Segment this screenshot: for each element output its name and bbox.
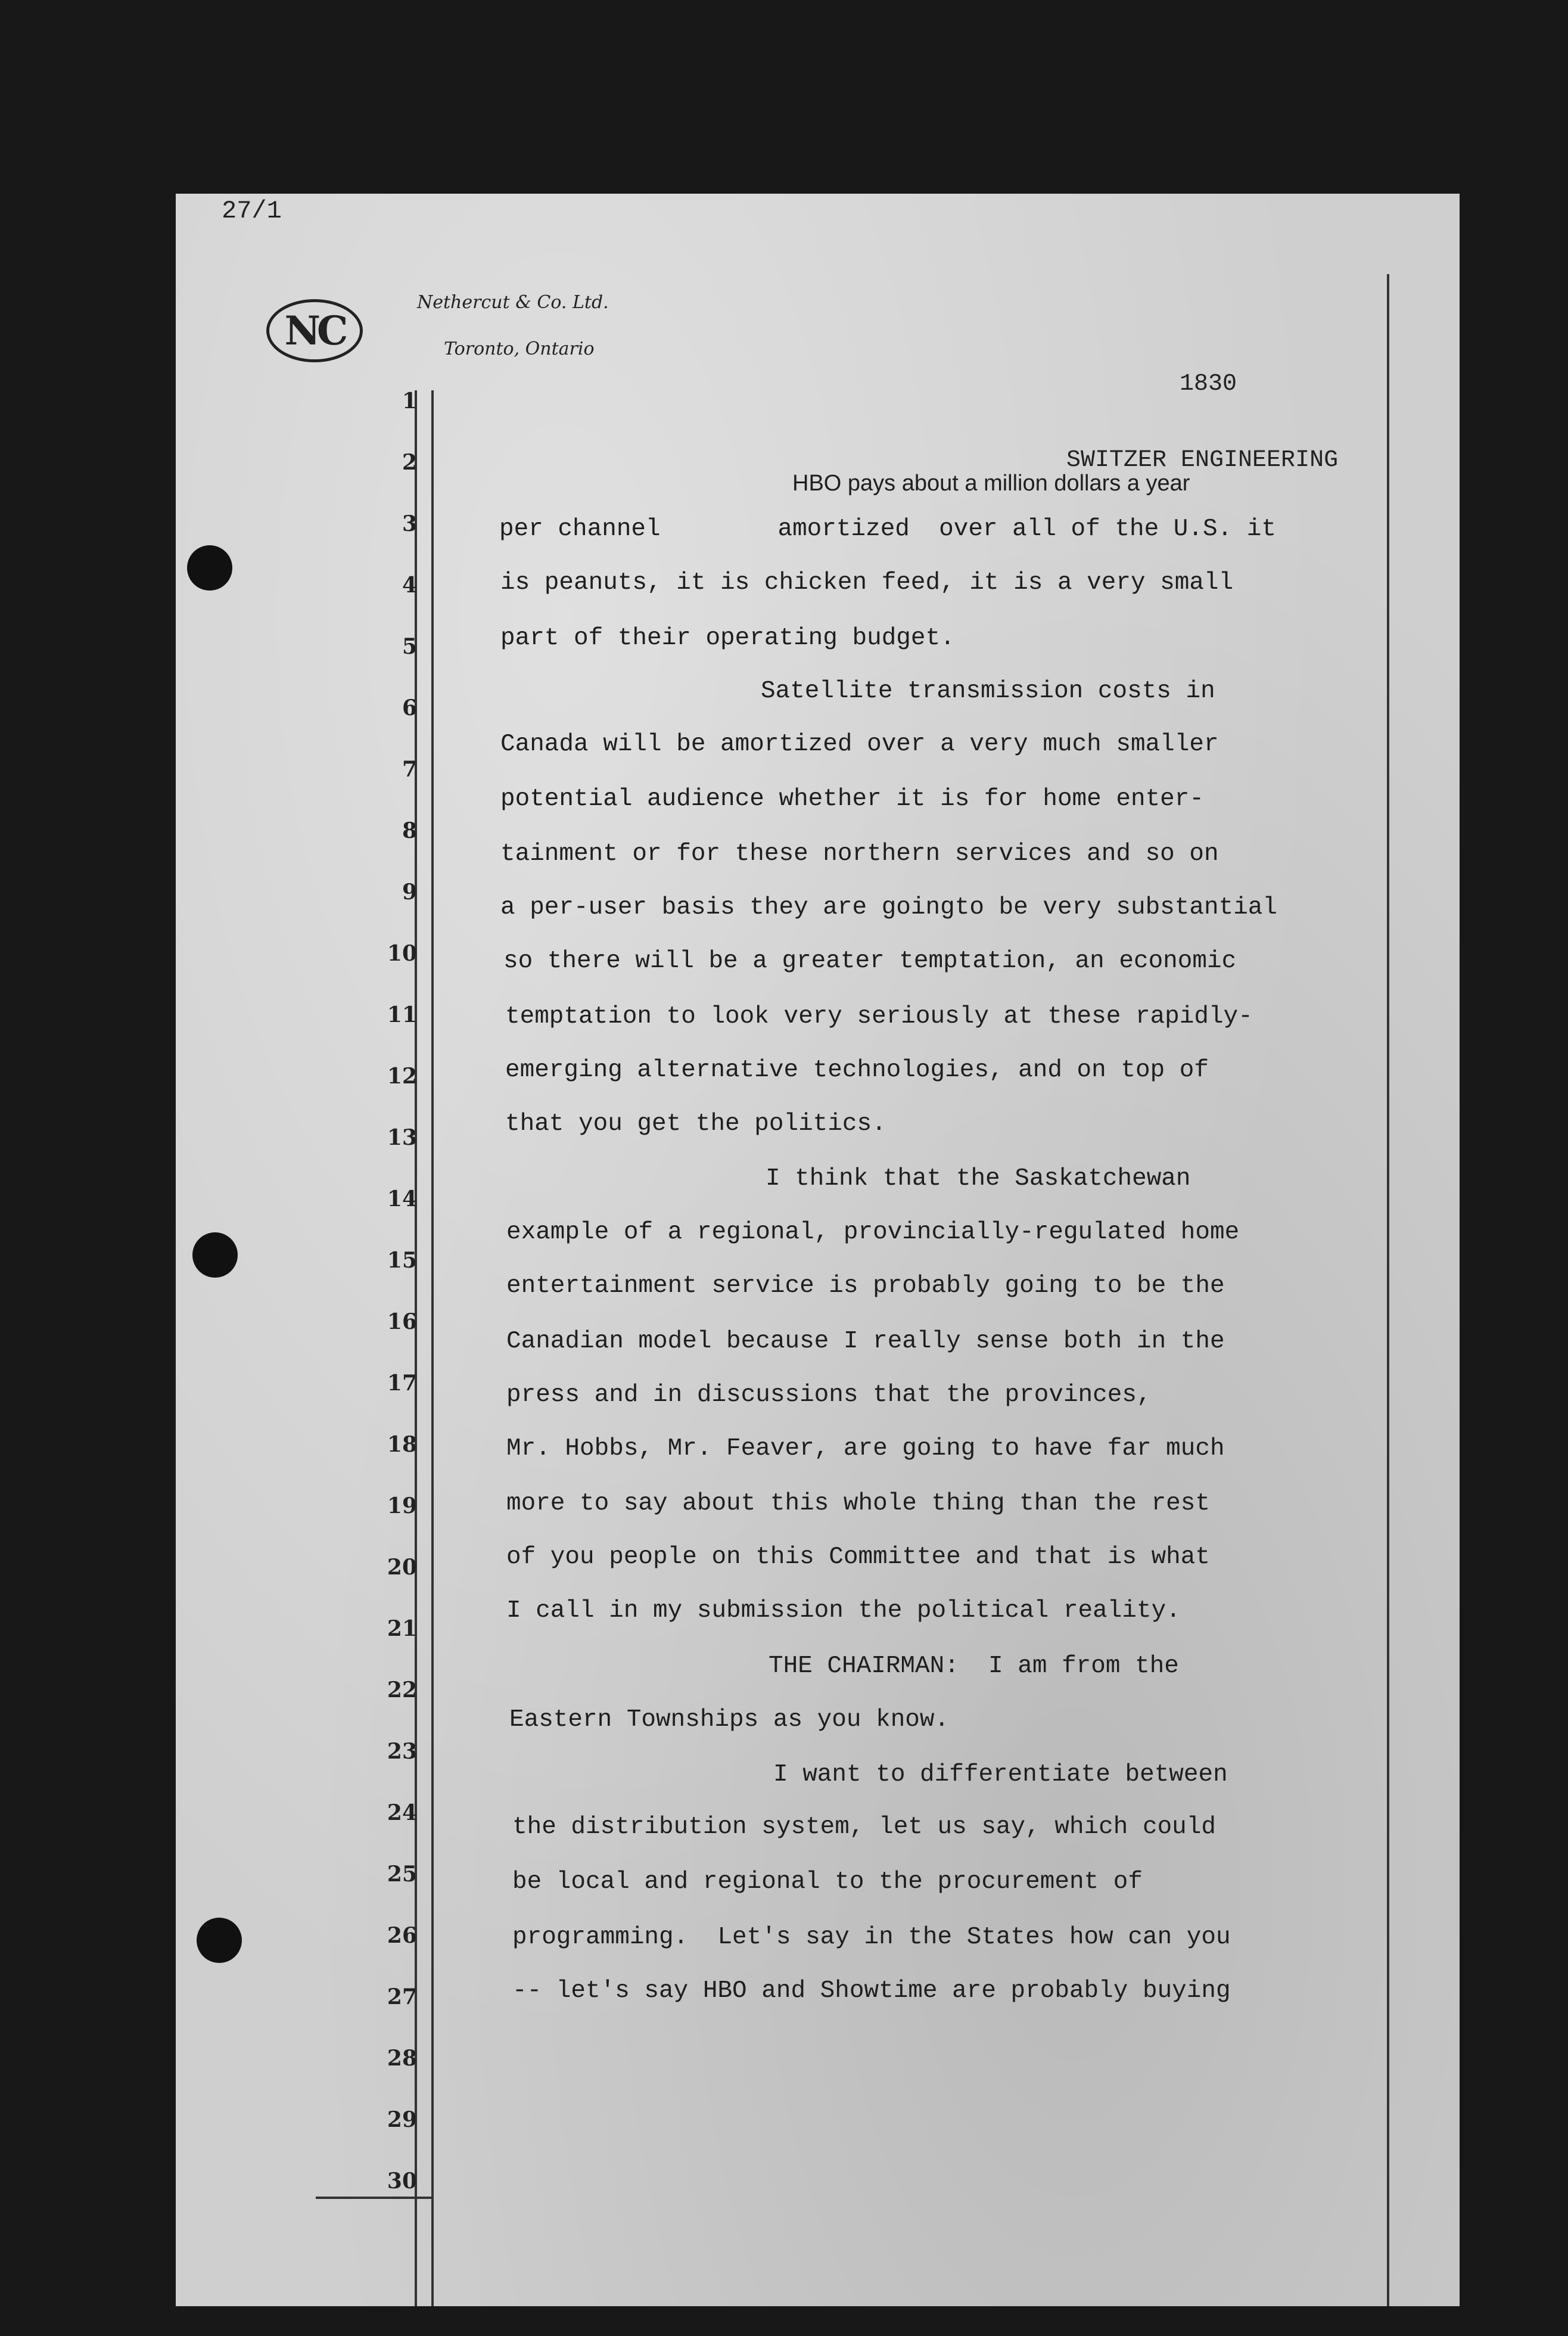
margin-rule-right <box>431 390 434 2306</box>
text-line: I call in my submission the political reality. <box>506 1597 1181 1624</box>
text-line: temptation to look very seriously at these rapidly- <box>505 1003 1253 1030</box>
binder-hole <box>197 1918 242 1963</box>
text-line: -- let's say HBO and Showtime are probably buying <box>512 1977 1231 2005</box>
text-line: that you get the politics. <box>505 1110 886 1138</box>
margin-rule-left <box>415 390 417 2306</box>
text-line: THE CHAIRMAN: I am from the <box>769 1652 1179 1680</box>
line-number: 10 <box>387 941 417 966</box>
line-number: 7 <box>402 757 417 782</box>
line-number: 25 <box>387 1862 417 1887</box>
line-number: 28 <box>387 2046 417 2071</box>
text-line: Canadian model because I really sense both in the <box>506 1328 1225 1355</box>
line-number: 22 <box>387 1678 417 1703</box>
line-number: 26 <box>387 1923 417 1948</box>
text-line: HBO pays about a million dollars a year <box>792 471 1190 496</box>
text-line: a per-user basis they are goingto be very substantial <box>500 894 1278 921</box>
text-line: Satellite transmission costs in <box>761 678 1215 705</box>
text-line: entertainment service is probably going to be the <box>506 1272 1225 1300</box>
text-line: Eastern Townships as you know. <box>509 1706 950 1734</box>
firm-logo <box>266 299 363 362</box>
line-number: 16 <box>387 1309 417 1334</box>
text-line: part of their operating budget. <box>500 625 955 652</box>
text-line: tainment or for these northern services and so on <box>500 840 1219 868</box>
text-line: per channel amortized over all of the U.S. it <box>499 515 1277 543</box>
text-line: more to say about this whole thing than the rest <box>506 1490 1210 1517</box>
line-number: 11 <box>387 1002 417 1027</box>
text-line: Mr. Hobbs, Mr. Feaver, are going to have far much <box>506 1435 1225 1462</box>
firm-logo-text: NC <box>284 307 345 354</box>
text-line: potential audience whether it is for home enter- <box>500 785 1204 813</box>
line-number: 1 <box>402 389 417 414</box>
text-line: I think that the Saskatchewan <box>766 1165 1191 1192</box>
line-number: 9 <box>402 880 417 905</box>
binder-hole <box>187 545 232 591</box>
line-number: 17 <box>387 1371 417 1396</box>
line-number: 21 <box>387 1616 417 1641</box>
text-line: be local and regional to the procurement of <box>512 1868 1143 1896</box>
line-number: 20 <box>387 1555 417 1580</box>
bottom-rule <box>316 2197 433 2199</box>
line-number: 23 <box>387 1739 417 1764</box>
line-number: 19 <box>387 1493 417 1518</box>
page-right-rule <box>1387 274 1389 2306</box>
text-line: the distribution system, let us say, which could <box>512 1813 1216 1841</box>
binder-hole <box>192 1232 238 1278</box>
line-number: 6 <box>402 695 417 720</box>
line-number: 14 <box>387 1186 417 1212</box>
line-number: 8 <box>402 818 417 843</box>
firm-name: Nethercut & Co. Ltd. <box>417 292 609 313</box>
line-number: 24 <box>387 1800 417 1825</box>
text-line: I want to differentiate between <box>773 1761 1228 1788</box>
page-number: 1830 <box>1180 371 1237 397</box>
line-number: 15 <box>387 1248 417 1273</box>
firm-city: Toronto, Ontario <box>444 338 595 359</box>
line-number: 18 <box>387 1432 417 1457</box>
page-reference: 27/1 <box>222 197 282 225</box>
text-line: programming. Let's say in the States how can you <box>512 1924 1231 1951</box>
text-line: is peanuts, it is chicken feed, it is a very small <box>500 569 1234 597</box>
text-line: so there will be a greater temptation, an economic <box>503 948 1237 975</box>
text-line: example of a regional, provincially-regulated home <box>506 1219 1240 1246</box>
line-number: 30 <box>387 2169 417 2194</box>
line-number: 27 <box>387 1984 417 2009</box>
line-number: 2 <box>402 450 417 475</box>
text-line: emerging alternative technologies, and on top of <box>505 1057 1209 1084</box>
line-number: 12 <box>387 1064 417 1089</box>
text-line: of you people on this Committee and that is what <box>506 1543 1210 1571</box>
witness-header: SWITZER ENGINEERING <box>1066 447 1339 474</box>
line-number: 13 <box>387 1125 417 1150</box>
text-line: press and in discussions that the provinces, <box>506 1381 1152 1409</box>
line-number: 3 <box>402 511 417 536</box>
line-number: 5 <box>402 634 417 659</box>
line-number: 4 <box>402 573 417 598</box>
text-line: Canada will be amortized over a very much smaller <box>500 731 1219 758</box>
line-number: 29 <box>387 2107 417 2132</box>
